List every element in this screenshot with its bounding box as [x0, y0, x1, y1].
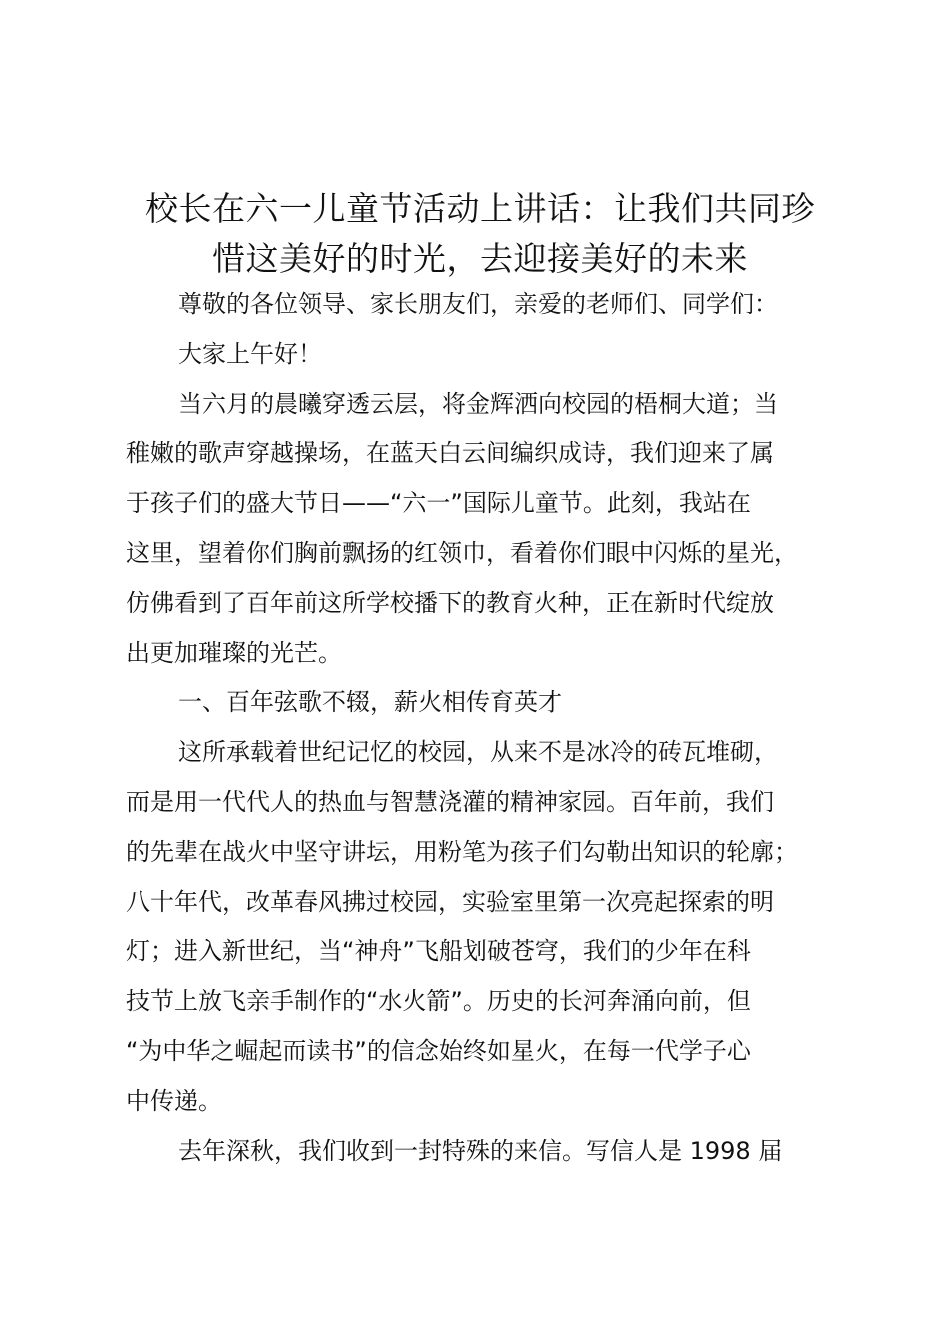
- paragraph-line: 当六月的晨曦穿透云层，将金辉洒向校园的梧桐大道；当: [178, 389, 778, 418]
- paragraph-line: 去年深秋，我们收到一封特殊的来信。写信人是 1998 届: [178, 1136, 783, 1165]
- paragraph-line: 这里，望着你们胸前飘扬的红领巾，看着你们眼中闪烁的星光，: [126, 538, 798, 567]
- document-body: [126, 280, 862, 1176]
- paragraph-line: 于孩子们的盛大节日——“六一”国际儿童节。此刻，我站在: [126, 489, 751, 518]
- title-line: 校长在六一儿童节活动上讲话：让我们共同珍: [145, 189, 815, 228]
- paragraph-line: 八十年代，改革春风拂过校园，实验室里第一次亮起探索的明: [126, 887, 774, 916]
- paragraph-line: 灯；进入新世纪，当“神舟”飞船划破苍穹，我们的少年在科: [126, 937, 751, 966]
- paragraph-line: 出更加璀璨的光芒。: [126, 638, 342, 667]
- title-line: 惜这美好的时光，去迎接美好的未来: [212, 239, 748, 278]
- paragraph-line: 尊敬的各位领导、家长朋友们，亲爱的老师们、同学们：: [178, 290, 778, 318]
- paragraph-line: 仿佛看到了百年前这所学校播下的教育火种，正在新时代绽放: [126, 588, 774, 617]
- letter-paragraph: [126, 1127, 862, 1177]
- paragraph-line: 大家上午好！: [178, 339, 322, 368]
- paragraph-line: “为中华之崛起而读书”的信念始终如星火，在每一代学子心: [126, 1036, 751, 1065]
- paragraph-line: 这所承载着世纪记忆的校园，从来不是冰冷的砖瓦堆砌，: [178, 738, 778, 767]
- section-heading: [126, 678, 862, 728]
- section-heading-text: 一、百年弦歌不辍，薪火相传育英才: [178, 688, 562, 717]
- paragraph-line: 的先辈在战火中坚守讲坛，用粉笔为孩子们勾勒出知识的轮廓；: [126, 837, 798, 866]
- paragraph-line: 稚嫩的歌声穿越操场，在蓝天白云间编织成诗，我们迎来了属: [126, 439, 774, 468]
- greeting-paragraph: [126, 330, 862, 380]
- document-title: [110, 184, 850, 284]
- paragraph-line: 技节上放飞亲手制作的“水火箭”。历史的长河奔涌向前，但: [126, 987, 751, 1016]
- intro-paragraph: [126, 380, 862, 679]
- history-paragraph: [126, 728, 862, 1126]
- paragraph-line: 而是用一代代人的热血与智慧浇灌的精神家园。百年前，我们: [126, 787, 774, 816]
- paragraph-line: 中传递。: [126, 1086, 222, 1115]
- salutation-paragraph: [126, 280, 862, 330]
